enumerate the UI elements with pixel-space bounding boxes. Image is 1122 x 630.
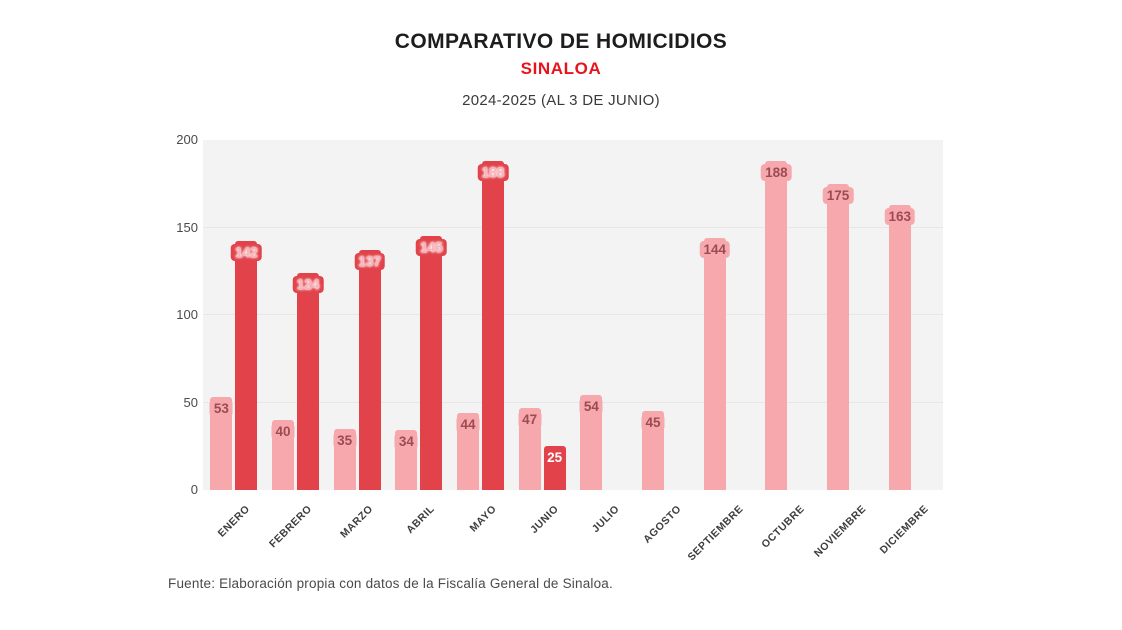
bar-2024-enero [210,397,232,490]
bar-2024-diciembre [889,205,911,490]
bar-value-label: 44 [457,416,480,433]
bar-2024-agosto [642,411,664,490]
bar-2024-julio [580,395,602,490]
bar-value-label: 40 [271,423,294,440]
bar-group-septiembre [696,140,758,490]
bar-group-noviembre [820,140,882,490]
bar-value-label: 145 [416,239,447,256]
y-tick-label: 200 [176,132,198,147]
bar-2025-mayo [482,161,504,490]
x-axis-label-noviembre: NOVIEMBRE [812,503,869,560]
y-tick-label: 0 [190,482,198,497]
bar-group-diciembre [881,140,943,490]
bar-value-label: 124 [293,276,324,293]
x-axis-label-junio: JUNIO [527,503,561,536]
bar-2025-febrero [297,273,319,490]
bar-value-label: 142 [231,244,262,261]
x-axis [203,490,943,580]
bar-group-agosto [635,140,697,490]
x-axis-label-enero: ENERO [215,503,253,540]
bar-value-label: 137 [354,253,385,270]
bar-value-label: 175 [823,187,854,204]
chart-header [0,30,1122,109]
plot-area [203,140,943,490]
y-axis [158,132,198,497]
bar-value-label: 188 [478,164,509,181]
bar-2024-marzo [334,429,356,490]
x-axis-label-mayo: MAYO [467,503,499,535]
chart-subtitle: SINALOA [520,59,602,78]
bar-2025-junio [544,446,566,490]
bar-value-label: 144 [699,241,730,258]
x-axis-label-febrero: FEBRERO [266,503,314,551]
bar-2024-mayo [457,413,479,490]
x-axis-label-septiembre: SEPTIEMBRE [685,503,746,564]
bar-2025-enero [235,241,257,490]
y-tick-label: 100 [176,307,198,322]
bar-value-label: 25 [547,450,563,465]
bar-group-abril [388,140,450,490]
bar-value-label: 163 [884,208,915,225]
bar-value-label: 34 [395,433,418,450]
bar-group-enero [203,140,265,490]
x-axis-label-marzo: MARZO [338,503,376,541]
bars-row [203,140,943,490]
bar-group-junio [511,140,573,490]
bar-group-febrero [265,140,327,490]
bar-2024-febrero [272,420,294,490]
source-note: Fuente: Elaboración propia con datos de la Fiscalía General de Sinaloa. [168,576,613,591]
x-axis-label-octubre: OCTUBRE [759,503,808,551]
x-axis-label-abril: ABRIL [404,503,438,536]
x-axis-label-agosto: AGOSTO [641,503,684,546]
bar-value-label: 47 [518,411,541,428]
bar-value-label: 45 [642,414,665,431]
y-tick-label: 50 [183,394,198,410]
chart-title: COMPARATIVO DE HOMICIDIOS [394,30,728,53]
bar-2024-abril [395,430,417,490]
x-axis-label-julio: JULIO [590,503,623,536]
x-axis-label-diciembre: DICIEMBRE [877,503,931,557]
bar-value-label: 35 [333,432,356,449]
y-tick-label: 150 [176,219,198,235]
bar-2024-junio [519,408,541,490]
bar-value-label: 188 [761,164,792,181]
bar-value-label: 53 [210,400,233,417]
bar-group-marzo [326,140,388,490]
bar-2025-marzo [359,250,381,490]
chart-period: 2024-2025 (AL 3 DE JUNIO) [462,92,660,109]
bar-group-octubre [758,140,820,490]
bar-group-julio [573,140,635,490]
bar-2024-noviembre [827,184,849,490]
bar-2024-octubre [765,161,787,490]
bar-2025-abril [420,236,442,490]
bar-group-mayo [450,140,512,490]
bar-2024-septiembre [704,238,726,490]
bar-value-label: 54 [580,398,603,415]
